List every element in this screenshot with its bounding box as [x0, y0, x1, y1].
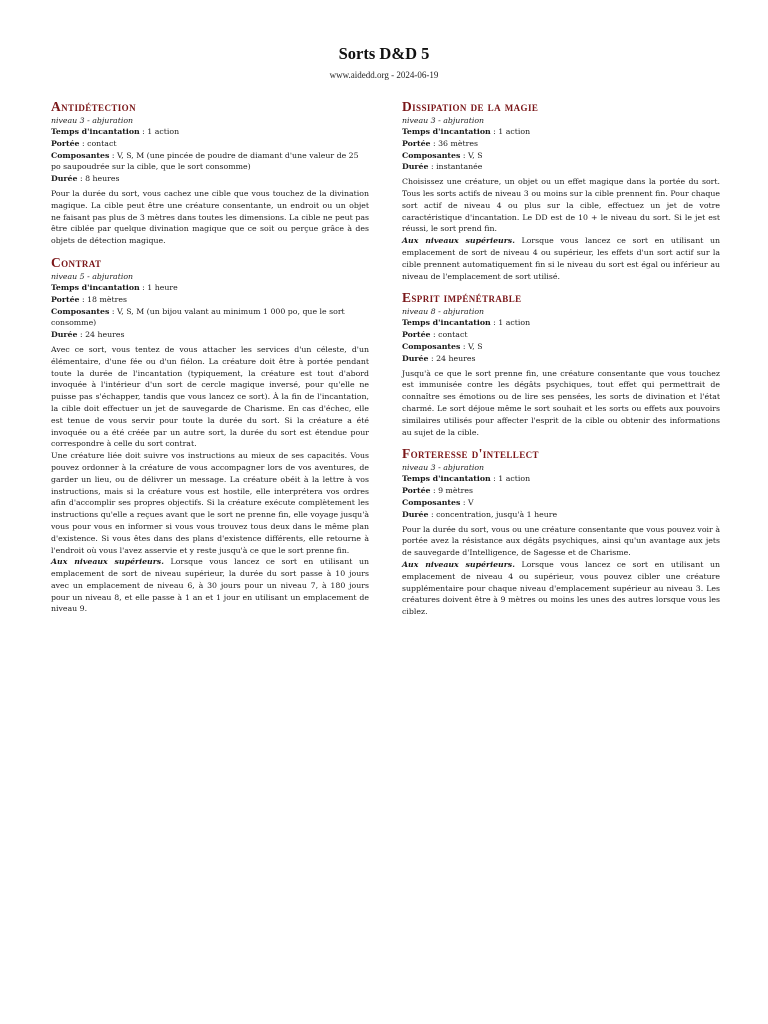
casting-time-value: 1 action	[147, 127, 180, 136]
description-paragraph: Pour la durée du sort, vous ou une créature consentante que vous pouvez voir à portée avez la résistance aux dégâts psychiques, ainsi qu'un avantage aux jets de sauvegarde d'Intelligence, de Sagesse et de Charisme.	[402, 524, 720, 558]
spell-entry	[402, 290, 720, 438]
spell-description	[402, 176, 720, 282]
range-line: Portée : 36 mètres	[402, 138, 478, 148]
range-label: Portée	[402, 486, 431, 496]
duration-value: 24 heures	[436, 353, 476, 363]
right-column	[402, 99, 720, 626]
spell-level: niveau 3 - abjuration	[402, 463, 485, 473]
higher-levels-text: Lorsque vous lancez ce sort en utilisant un emplacement de sort de niveau supérieur, la durée du sort passe à 10 jours avec un emplacement de niveau 6, à 30 jours pour un niveau 7, à 180 jours pour un niveau 8, et elle passe à 1 an et 1 jour en utilisant un emplacement de niveau 9.	[51, 557, 369, 614]
higher-levels-text: Lorsque vous lancez ce sort en utilisant un emplacement de niveau 4 ou supérieur, vous pouvez cibler une créature supplémentaire pour chaque niveau d'emplacement supérieur au niveau 3. Les créatures doivent être à 9 mètres ou moins les unes des autres lorsque vous les ciblez.	[402, 559, 720, 617]
components-label: Composantes	[51, 306, 110, 316]
casting-time-line: Temps d'incantation : 1 action	[402, 318, 531, 328]
spell-entry	[51, 99, 369, 247]
duration-label: Durée	[402, 353, 429, 363]
casting-time-label: Temps d'incantation	[402, 318, 491, 328]
range-label: Portée	[402, 138, 431, 148]
components-line: Composantes : V, S, M (une pincée de poudre de diamant d'une valeur de 25 po saupoudrée sur la cible, que le sort consomme)	[51, 150, 359, 172]
range-value: contact	[87, 138, 117, 148]
casting-time-label: Temps d'incantation	[402, 474, 491, 484]
duration-label: Durée	[51, 174, 78, 184]
spell-level: niveau 3 - abjuration	[51, 116, 134, 125]
spell-level: niveau 3 - abjuration	[402, 116, 485, 125]
casting-time-label: Temps d'incantation	[51, 282, 140, 292]
left-column	[51, 99, 369, 623]
range-label: Portée	[402, 330, 431, 340]
components-value: V	[467, 497, 474, 507]
duration-line: Durée : concentration, jusqu'à 1 heure	[402, 509, 558, 519]
description-paragraph: Une créature liée doit suivre vos instructions au mieux de ses capacités. Vous pouvez ordonner à la créature de vous accompagner lors de vos aventures, de garder un lieu, ou de délivrer un message. La créature obéit à la lettre à vos instructions, mais si la créature vous est hostile, elle interprétera vos ordres afin d'accomplir ses propres objectifs. Si la créature exécute complètement les instructions qu'elle a reçues avant que le sort ne prenne fin, elle voyage jusqu'à vous pour vous en informer si vous vous trouvez tous deux dans le même plan d'existence. Si vous êtes dans des plans d'existence différents, elle retourne à l'endroit où vous l'avez asservie et y reste jusqu'à ce que le sort prenne fin.	[51, 451, 369, 555]
casting-time-line: Temps d'incantation : 1 action	[51, 127, 180, 136]
spell-name: Esprit impénétrable	[402, 290, 522, 306]
spell-level: niveau 8 - abjuration	[402, 307, 485, 317]
duration-label: Durée	[402, 509, 429, 519]
casting-time-value: 1 action	[498, 127, 531, 136]
spell-description	[51, 188, 369, 247]
casting-time-value: 1 heure	[147, 282, 178, 292]
spell-name: Contrat	[51, 254, 102, 270]
document-source-date: www.aidedd.org - 2024-06-19	[329, 70, 439, 80]
description-paragraph: Pour la durée du sort, vous cachez une cible que vous touchez de la divination magique. La cible peut être une créature consentante, un endroit ou un objet ne faisant pas plus de 3 mètres dans toutes les dimensions. La cible ne peut pas être ciblée par quelque divination magique que ce soit ou perçue grâce à des objets de détection magique.	[51, 188, 369, 246]
components-label: Composantes	[402, 150, 461, 160]
spell-name: Forteresse d'intellect	[402, 446, 539, 462]
duration-label: Durée	[51, 330, 78, 340]
components-line: Composantes : V, S	[402, 150, 483, 160]
components-line: Composantes : V, S	[402, 341, 483, 351]
duration-value: instantanée	[436, 162, 483, 172]
description-paragraph: Avec ce sort, vous tentez de vous attacher les services d'un céleste, d'un élémentaire, d'une fée ou d'un fiélon. La créature doit être à portée pendant toute la durée de l'incantation (typiquement, la créature est tout d'abord invoquée à l'intérieur d'un sort de cercle magique inversé, pour qu'elle ne puisse pas s'échapper, tandis que vous lancez ce sort). À la fin de l'incantation, la cible doit effectuer un jet de sauvegarde de Charisme. En cas d'échec, elle est tenue de vous servir pour toute la durée du sort. Si la créature a été invoquée ou a été créée par un autre sort, la durée du sort est étendue pour correspondre à celle du sort contrat.	[51, 344, 369, 449]
duration-value: concentration, jusqu'à 1 heure	[436, 509, 558, 519]
duration-label: Durée	[402, 162, 429, 172]
casting-time-line: Temps d'incantation : 1 heure	[51, 282, 178, 292]
range-value: 18 mètres	[87, 294, 127, 304]
components-line: Composantes : V, S, M (un bijou valant au minimum 1 000 po, que le sort consomme)	[51, 306, 345, 328]
duration-line: Durée : 24 heures	[51, 330, 125, 340]
duration-line: Durée : 8 heures	[51, 174, 120, 184]
higher-levels-paragraph	[51, 556, 369, 615]
range-value: 36 mètres	[438, 138, 478, 148]
duration-value: 8 heures	[85, 174, 120, 184]
range-value: contact	[438, 330, 468, 340]
spell-entry	[402, 99, 720, 282]
range-value: 9 mètres	[438, 486, 474, 496]
components-value: V, S	[467, 150, 483, 160]
spell-entry	[51, 255, 369, 615]
components-label: Composantes	[402, 341, 461, 351]
casting-time-value: 1 action	[498, 474, 531, 484]
duration-value: 24 heures	[85, 330, 125, 340]
range-label: Portée	[51, 294, 80, 304]
components-label: Composantes	[51, 150, 110, 160]
description-paragraph: Choisissez une créature, un objet ou un effet magique dans la portée du sort. Tous les sorts actifs de niveau 3 ou moins sur la cible prennent fin. Pour chaque sort actif de niveau 4 ou plus sur la cible, effectuez un jet de votre caractéristique d'incantation. Le DD est de 10 + le niveau du sort. Si le jet est réussi, le sort prend fin.	[402, 177, 720, 234]
duration-line: Durée : 24 heures	[402, 353, 476, 363]
spell-entry	[402, 446, 720, 618]
range-line: Portée : contact	[402, 330, 468, 340]
higher-levels-label: Aux niveaux supérieurs.	[402, 559, 515, 569]
casting-time-label: Temps d'incantation	[51, 127, 140, 136]
components-value: V, S	[467, 341, 483, 351]
range-line: Portée : 18 mètres	[51, 294, 127, 304]
range-line: Portée : contact	[51, 138, 117, 148]
spell-level: niveau 5 - abjuration	[51, 271, 134, 281]
document-title: Sorts D&D 5	[338, 44, 430, 63]
spell-name: Dissipation de la magie	[402, 99, 539, 114]
components-line: Composantes : V	[402, 497, 474, 507]
casting-time-label: Temps d'incantation	[402, 127, 491, 136]
duration-line: Durée : instantanée	[402, 162, 483, 172]
components-label: Composantes	[402, 497, 461, 507]
range-label: Portée	[51, 138, 80, 148]
description-paragraph: Jusqu'à ce que le sort prenne fin, une créature consentante que vous touchez est immunisée contre les dégâts psychiques, tout effet qui permettrait de connaître ses émotions ou de lire ses pensées, les sorts de divination et l'état charmé. Le sort déjoue même le sort souhait et les sorts ou effets aux pouvoirs similaires utilisés pour affecter l'esprit de la cible ou obtenir des informations au sujet de la cible.	[402, 368, 720, 437]
components-value: V, S, M (une pincée de poudre de diamant d'une valeur de 25 po saupoudrée sur la cible, que le sort consomme)	[51, 150, 359, 172]
higher-levels-label: Aux niveaux supérieurs.	[51, 557, 164, 567]
higher-levels-paragraph	[402, 235, 720, 282]
spell-description	[402, 368, 720, 439]
range-line: Portée : 9 mètres	[402, 486, 474, 496]
casting-time-line: Temps d'incantation : 1 action	[402, 474, 531, 484]
spell-name: Antidétection	[51, 99, 136, 114]
casting-time-line: Temps d'incantation : 1 action	[402, 127, 531, 136]
higher-levels-text: Lorsque vous lancez ce sort en utilisant un emplacement de sort de niveau 4 ou supérieur, les effets d'un sort actif sur la cible prennent automatiquement fin si le niveau du sort est égal ou inférieur au niveau de l'emplacement de sort utilisé.	[402, 236, 720, 281]
components-value: V, S, M (un bijou valant au minimum 1 000 po, que le sort consomme)	[51, 306, 345, 328]
higher-levels-label: Aux niveaux supérieurs.	[402, 236, 515, 246]
spell-description	[402, 524, 720, 618]
casting-time-value: 1 action	[498, 318, 531, 328]
higher-levels-paragraph	[402, 559, 720, 618]
spell-description	[51, 344, 369, 615]
